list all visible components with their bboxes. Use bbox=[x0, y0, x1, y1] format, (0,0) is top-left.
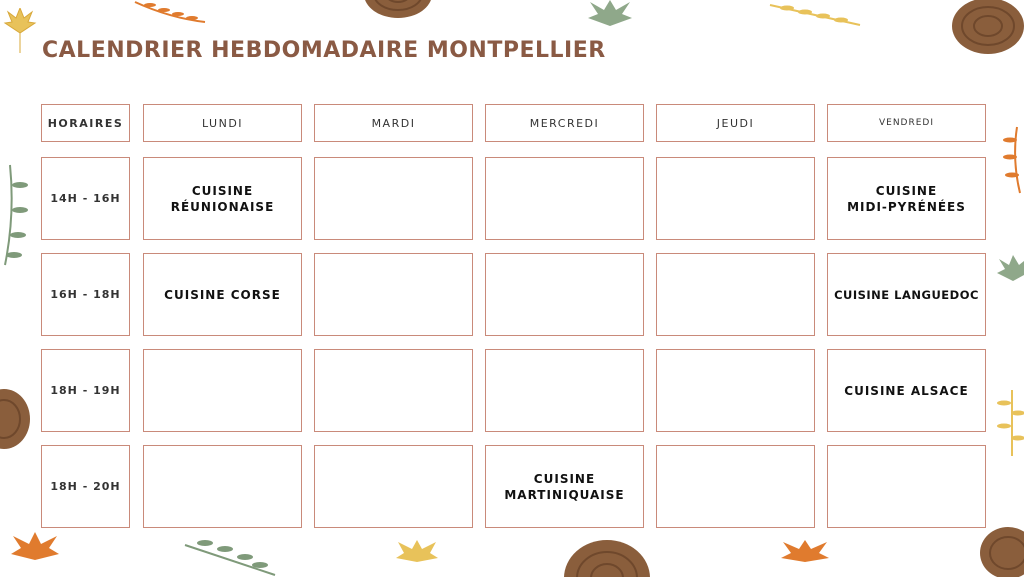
fern-leaf-icon bbox=[0, 160, 30, 270]
maple-leaf-icon bbox=[995, 255, 1024, 305]
time-slot: 16H - 18H bbox=[41, 253, 130, 336]
schedule-cell bbox=[656, 253, 815, 336]
schedule-cell bbox=[485, 157, 644, 240]
maple-leaf-icon bbox=[0, 8, 40, 58]
wood-slice-icon bbox=[978, 525, 1024, 577]
fern-leaf-icon bbox=[765, 0, 865, 30]
fern-leaf-icon bbox=[1002, 125, 1024, 195]
wood-slice-icon bbox=[562, 538, 652, 577]
fern-leaf-icon bbox=[996, 388, 1024, 458]
header-vendredi: VENDREDI bbox=[827, 104, 986, 142]
maple-leaf-icon bbox=[392, 540, 442, 577]
maple-leaf-icon bbox=[5, 532, 65, 577]
schedule-cell bbox=[656, 349, 815, 432]
schedule-cell bbox=[314, 253, 473, 336]
schedule-cell bbox=[656, 157, 815, 240]
header-jeudi: JEUDI bbox=[656, 104, 815, 142]
schedule-cell bbox=[143, 445, 302, 528]
schedule-cell: CUISINE CORSE bbox=[143, 253, 302, 336]
wood-slice-icon bbox=[950, 0, 1024, 56]
schedule-cell bbox=[485, 253, 644, 336]
schedule-cell: CUISINE MIDI-PYRÉNÉES bbox=[827, 157, 986, 240]
time-slot: 18H - 20H bbox=[41, 445, 130, 528]
header-mercredi: MERCREDI bbox=[485, 104, 644, 142]
schedule-cell: CUISINE LANGUEDOC bbox=[827, 253, 986, 336]
wood-slice-icon bbox=[362, 0, 434, 22]
schedule-cell bbox=[656, 445, 815, 528]
schedule-cell bbox=[314, 349, 473, 432]
wood-slice-icon bbox=[0, 388, 30, 450]
time-slot: 18H - 19H bbox=[41, 349, 130, 432]
schedule-cell bbox=[314, 445, 473, 528]
maple-leaf-icon bbox=[775, 540, 835, 577]
schedule-cell: CUISINE ALSACE bbox=[827, 349, 986, 432]
fern-leaf-icon bbox=[180, 535, 280, 577]
header-mardi: MARDI bbox=[314, 104, 473, 142]
schedule-cell bbox=[143, 349, 302, 432]
fern-leaf-icon bbox=[130, 0, 210, 25]
schedule-cell bbox=[485, 349, 644, 432]
header-lundi: LUNDI bbox=[143, 104, 302, 142]
schedule-cell bbox=[314, 157, 473, 240]
time-slot: 14H - 16H bbox=[41, 157, 130, 240]
schedule-cell bbox=[827, 445, 986, 528]
schedule-cell: CUISINE MARTINIQUAISE bbox=[485, 445, 644, 528]
schedule-cell: CUISINE RÉUNIONAISE bbox=[143, 157, 302, 240]
header-horaires: HORAIRES bbox=[41, 104, 130, 142]
page-title: CALENDRIER HEBDOMADAIRE MONTPELLIER bbox=[42, 38, 606, 63]
